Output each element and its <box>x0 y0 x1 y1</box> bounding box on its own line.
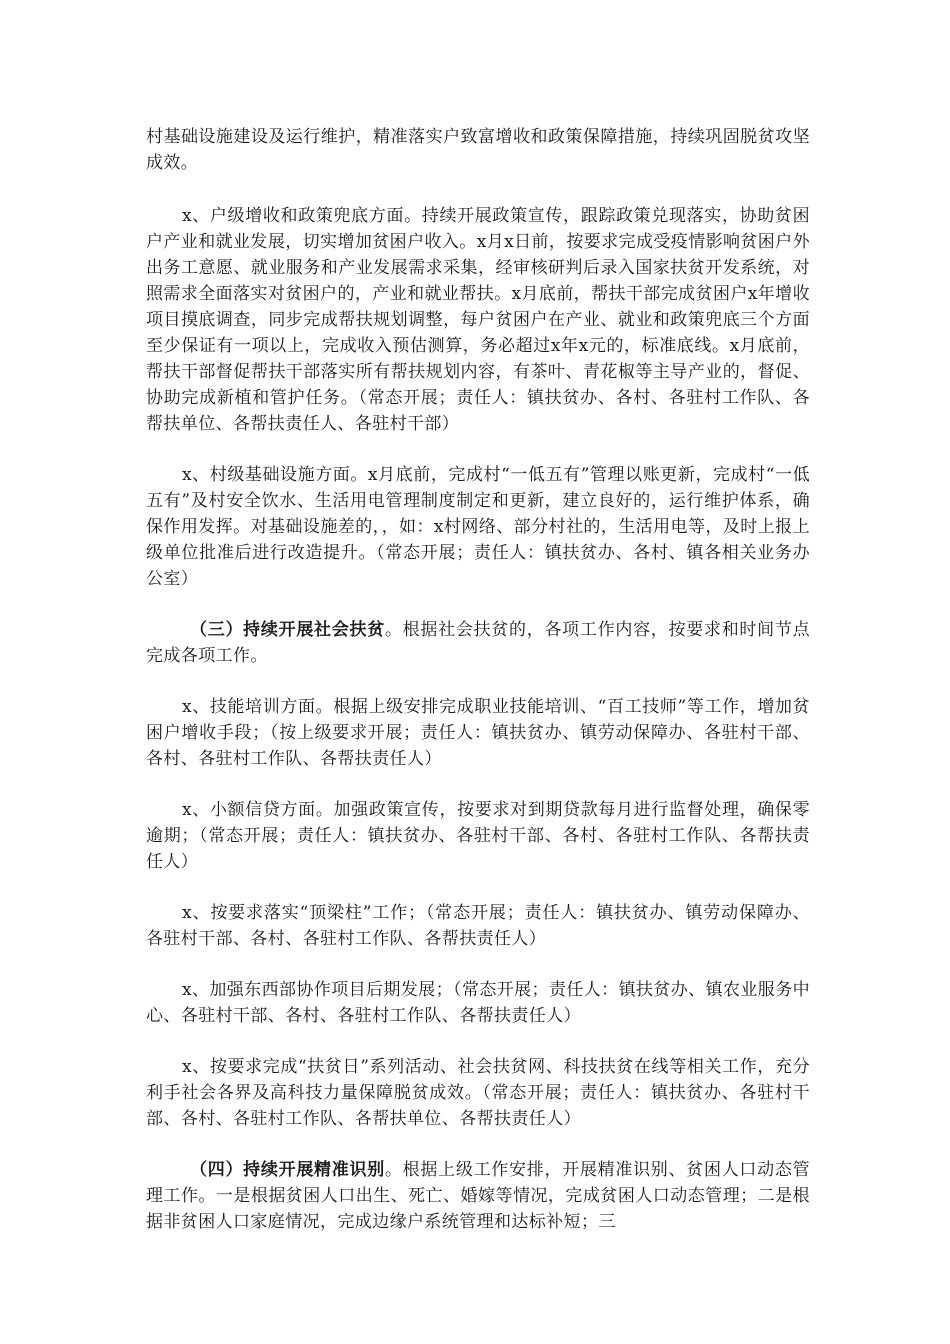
paragraph-micro-credit <box>146 797 810 875</box>
paragraph-text: x、按要求完成“扶贫日”系列活动、社会扶贫网、科技扶贫在线等相关工作，充分利手社会各界及高科技力量保障脱贫成效。（常态开展；责任人：镇扶贫办、各驻村干部、各村、各驻村工作队、各帮扶单位、各帮扶责任人） <box>146 1057 810 1129</box>
paragraph-text: 。根据上级工作安排，开展精准识别、贫困人口动态管理工作。一是根据贫困人口出生、死亡、婚嫁等情况，完成贫困人口动态管理；二是根据非贫困人口家庭情况，完成边缘户系统管理和达标补短；三 <box>146 1160 810 1232</box>
paragraph-text: 。根据社会扶贫的，各项工作内容，按要求和时间节点完成各项工作。 <box>146 620 810 666</box>
section-heading-social-poverty <box>146 617 810 669</box>
paragraph-text: x、加强东西部协作项目后期发展；（常态开展；责任人：镇扶贫办、镇农业服务中心、各驻村干部、各村、各驻村工作队、各帮扶责任人） <box>146 980 810 1026</box>
paragraph-continuation <box>146 124 810 176</box>
paragraph-skills-training <box>146 694 810 772</box>
paragraph-village-infrastructure <box>146 462 810 592</box>
paragraph-pillar-work <box>146 900 810 952</box>
paragraph-text: x、按要求落实“顶梁柱”工作；（常态开展；责任人：镇扶贫办、镇劳动保障办、各驻村干部、各村、各驻村工作队、各帮扶责任人） <box>146 903 810 949</box>
paragraph-poverty-day <box>146 1054 810 1132</box>
paragraph-text: 村基础设施建设及运行维护，精准落实户致富增收和政策保障措施，持续巩固脱贫攻坚成效。 <box>146 127 810 173</box>
document-body <box>146 124 810 1260</box>
section-heading-precise-identification <box>146 1157 810 1235</box>
paragraph-text: x、技能培训方面。根据上级安排完成职业技能培训、“百工技师”等工作，增加贫困户增收手段；（按上级要求开展；责任人：镇扶贫办、镇劳动保障办、各驻村干部、各村、各驻村工作队、各帮扶责任人） <box>146 697 810 769</box>
section-lead: （三）持续开展社会扶贫 <box>190 620 385 640</box>
paragraph-text: x、户级增收和政策兜底方面。持续开展政策宣传，跟踪政策兑现落实，协助贫困户产业和就业发展，切实增加贫困户收入。x月x日前，按要求完成受疫情影响贫困户外出务工意愿、就业服务和产业发展需求采集，经审核研判后录入国家扶贫开发系统，对照需求全面落实对贫困户的，产业和就业帮扶。x月底前，帮扶干部完成贫困户x年增收项目摸底调查，同步完成帮扶规划调整，每户贫困户在产业、就业和政策兜底三个方面至少保证有一项以上，完成收入预估测算，务必超过x年x元的，标准底线。x月底前，帮扶干部督促帮扶干部落实所有帮扶规划内容，有茶叶、青花椒等主导产业的，督促、协助完成新植和管护任务。（常态开展；责任人：镇扶贫办、各村、各驻村工作队、各帮扶单位、各帮扶责任人、各驻村干部） <box>146 206 810 434</box>
paragraph-text: x、小额信贷方面。加强政策宣传，按要求对到期贷款每月进行监督处理，确保零逾期；（常态开展；责任人：镇扶贫办、各驻村干部、各村、各驻村工作队、各帮扶责任人） <box>146 800 810 872</box>
paragraph-text: x、村级基础设施方面。x月底前，完成村“一低五有”管理以账更新，完成村“一低五有”及村安全饮水、生活用电管理制度制定和更新，建立良好的，运行维护体系，确保作用发挥。对基础设施差的，，如：x村网络、部分村社的，生活用电等，及时上报上级单位批准后进行改造提升。（常态开展；责任人：镇扶贫办、各村、镇各相关业务办公室） <box>146 465 810 589</box>
section-lead: （四）持续开展精准识别 <box>190 1160 385 1180</box>
paragraph-household-income <box>146 203 810 437</box>
paragraph-east-west-cooperation <box>146 977 810 1029</box>
